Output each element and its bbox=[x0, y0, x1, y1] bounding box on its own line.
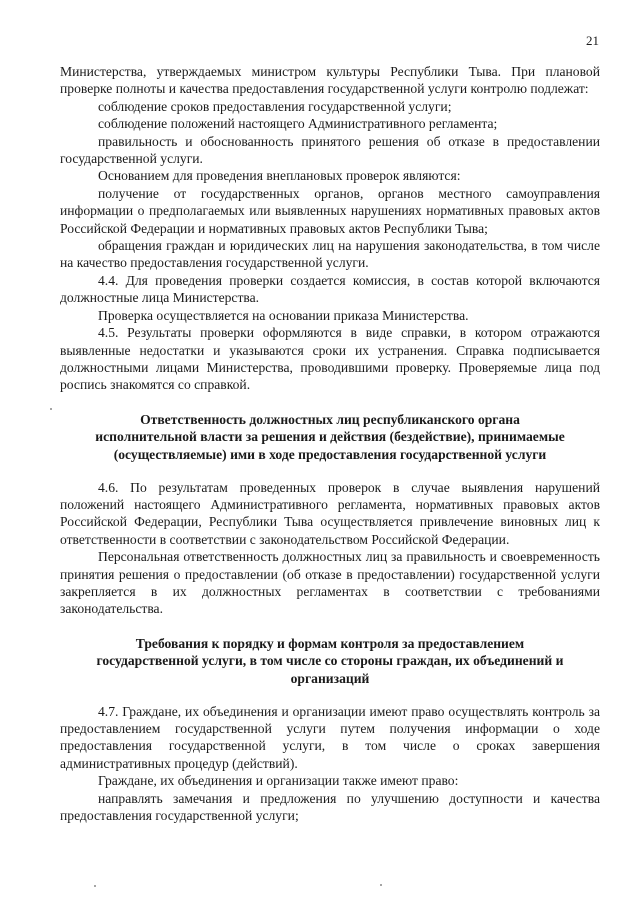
paragraph: Министерства, утверждаемых министром культуры Республики Тыва. При плановой проверке полноты и качества предоставления государственной услуги контролю подлежат: bbox=[60, 64, 600, 97]
paragraph: правильность и обоснованность принятого решения об отказе в предоставлении государственной услуги. bbox=[60, 133, 600, 167]
paragraph: Проверка осуществляется на основании приказа Министерства. bbox=[98, 307, 469, 323]
section-heading-responsibility: Ответственность должностных лиц республиканского органа исполнительной власти за решения и действия (бездействие), принимаемые (осуществляемые) ими в ходе предоставления государственной услуги bbox=[95, 411, 565, 462]
paragraph: соблюдение сроков предоставления государственной услуги; bbox=[98, 98, 452, 114]
paragraph: Персональная ответственность должностных лиц за правильность и своевременность принятия решения о предоставлении (об отказе в предоставлении) государственной услуги закрепляется в их должностных регламентах в соответствии с требованиями законодательства. bbox=[60, 549, 600, 617]
paragraph: Основанием для проведения внеплановых проверок являются: bbox=[98, 168, 461, 184]
section-responsibility bbox=[60, 479, 600, 618]
section-control-requirements bbox=[60, 703, 600, 825]
scan-speck bbox=[50, 408, 52, 410]
paragraph: обращения граждан и юридических лиц на нарушения законодательства, в том числе на качество предоставления государственной услуги. bbox=[60, 238, 600, 271]
paragraph: направлять замечания и предложения по улучшению доступности и качества предоставления государственной услуги; bbox=[60, 790, 600, 823]
paragraph: 4.5. Результаты проверки оформляются в виде справки, в котором отражаются выявленные недостатки и указываются сроки их устранения. Справка подписывается должностными лицами Министерства, проводившими проверку. Проверяемые лица под роспись знакомятся со справкой. bbox=[60, 325, 600, 393]
paragraph: получение от государственных органов, органов местного самоуправления информации о предполагаемых или выявленных нарушениях нормативных правовых актов Российской Федерации и нормативных правовых актов Республики Тыва; bbox=[60, 185, 600, 236]
paragraph: 4.6. По результатам проведенных проверок в случае выявления нарушений положений настоящего Административного регламента, нормативных правовых актов Российской Федерации, Республики Тыва осуществляется привлечение виновных лиц к ответственности в соответствии с законодательством Российской Федерации. bbox=[60, 479, 600, 547]
page-number: 21 bbox=[586, 33, 599, 48]
scan-speck bbox=[380, 884, 382, 886]
paragraph: соблюдение положений настоящего Административного регламента; bbox=[98, 116, 498, 132]
document-body bbox=[60, 63, 600, 824]
section-heading-control-requirements: Требования к порядку и формам контроля за предоставлением государственной услуги, в том числе со стороны граждан, их объединений и организаций bbox=[96, 635, 564, 686]
scan-speck bbox=[94, 885, 96, 887]
paragraph: 4.7. Граждане, их объединения и организации имеют право осуществлять контроль за предоставлением государственной услуги путем получения информации о ходе предоставления государственной услуги, в том числе о сроках завершения административных процедур (действий). bbox=[60, 703, 600, 771]
paragraph: 4.4. Для проведения проверки создается комиссия, в состав которой включаются должностные лица Министерства. bbox=[60, 272, 600, 306]
section-control-checks bbox=[60, 63, 600, 394]
paragraph: Граждане, их объединения и организации также имеют право: bbox=[98, 773, 459, 789]
